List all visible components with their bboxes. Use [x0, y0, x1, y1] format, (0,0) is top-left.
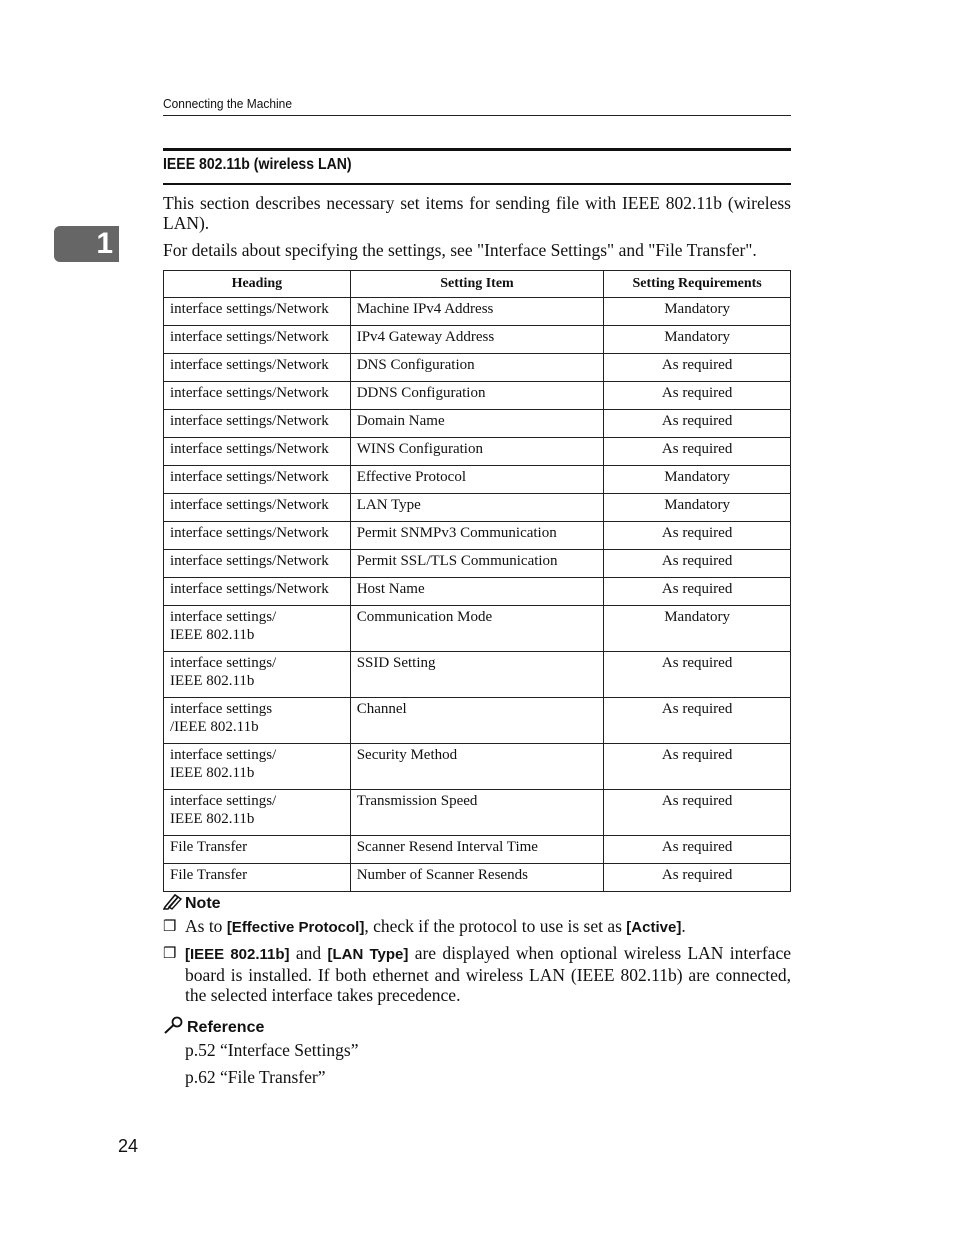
note-heading	[163, 892, 221, 915]
setting-item-cell: LAN Type	[350, 494, 604, 522]
heading-cell: File Transfer	[164, 836, 351, 864]
heading-cell	[164, 652, 351, 698]
heading-cell: interface settings/Network	[164, 382, 351, 410]
running-header: Connecting the Machine	[163, 96, 292, 111]
heading-cell: interface settings/Network	[164, 494, 351, 522]
table-row	[164, 606, 791, 652]
table-row	[164, 326, 791, 354]
setting-item-cell: SSID Setting	[350, 652, 604, 698]
requirement-cell: As required	[604, 522, 791, 550]
chapter-tab: 1	[54, 226, 119, 262]
setting-item-cell: Transmission Speed	[350, 790, 604, 836]
section-rule-bottom	[163, 183, 791, 185]
section-title: IEEE 802.11b (wireless LAN)	[163, 156, 352, 173]
setting-item-cell: Number of Scanner Resends	[350, 864, 604, 892]
heading-line: /IEEE 802.11b	[170, 719, 259, 735]
heading-cell: interface settings/Network	[164, 354, 351, 382]
table-row	[164, 494, 791, 522]
requirement-cell: As required	[604, 578, 791, 606]
heading-cell: interface settings/Network	[164, 326, 351, 354]
heading-cell: interface settings/Network	[164, 466, 351, 494]
reference-title: Reference	[187, 1018, 265, 1036]
reference-link-interface-settings[interactable]: p.52 “Interface Settings”	[185, 1040, 359, 1060]
heading-cell	[164, 606, 351, 652]
setting-item-cell: Effective Protocol	[350, 466, 604, 494]
heading-line: IEEE 802.11b	[170, 765, 255, 781]
note-text: , check if the protocol to use is set as	[364, 916, 627, 936]
heading-cell: interface settings/Network	[164, 522, 351, 550]
heading-cell: interface settings/Network	[164, 410, 351, 438]
note-item	[163, 916, 791, 938]
requirement-cell: As required	[604, 836, 791, 864]
heading-cell: interface settings/Network	[164, 438, 351, 466]
heading-cell: interface settings/Network	[164, 298, 351, 326]
requirement-cell: Mandatory	[604, 466, 791, 494]
keyword-effective-protocol: [Effective Protocol]	[226, 919, 365, 936]
reference-link-file-transfer[interactable]: p.62 “File Transfer”	[185, 1067, 326, 1087]
setting-item-cell: DNS Configuration	[350, 354, 604, 382]
requirement-cell: Mandatory	[604, 494, 791, 522]
checkbox-icon: ❒	[163, 919, 177, 935]
checkbox-icon: ❒	[163, 946, 177, 962]
table-row	[164, 410, 791, 438]
setting-item-cell: Channel	[350, 698, 604, 744]
table-header-row	[164, 271, 791, 298]
setting-item-cell: IPv4 Gateway Address	[350, 326, 604, 354]
table-row	[164, 522, 791, 550]
table-row	[164, 864, 791, 892]
heading-cell	[164, 790, 351, 836]
header-rule	[163, 115, 791, 116]
heading-line: interface settings	[170, 701, 273, 717]
setting-item-cell: Scanner Resend Interval Time	[350, 836, 604, 864]
note-title: Note	[185, 894, 221, 912]
requirement-cell: As required	[604, 410, 791, 438]
table-row	[164, 836, 791, 864]
setting-item-cell: Permit SSL/TLS Communication	[350, 550, 604, 578]
heading-cell: File Transfer	[164, 864, 351, 892]
setting-item-cell: Security Method	[350, 744, 604, 790]
table-row	[164, 744, 791, 790]
setting-item-cell: Communication Mode	[350, 606, 604, 652]
note-text: As to	[185, 916, 227, 936]
note-item	[163, 943, 791, 1005]
table-row	[164, 652, 791, 698]
keyword-lan-type: [LAN Type]	[327, 946, 409, 963]
setting-item-cell: DDNS Configuration	[350, 382, 604, 410]
requirement-cell: As required	[604, 438, 791, 466]
heading-line: interface settings/	[170, 747, 277, 763]
heading-line: IEEE 802.11b	[170, 627, 255, 643]
table-row	[164, 790, 791, 836]
requirement-cell: Mandatory	[604, 298, 791, 326]
reference-heading	[163, 1016, 264, 1039]
keyword-active: [Active]	[626, 919, 682, 936]
column-header-setting-requirements: Setting Requirements	[604, 271, 791, 298]
column-header-setting-item: Setting Item	[350, 271, 604, 298]
setting-item-cell: Machine IPv4 Address	[350, 298, 604, 326]
requirement-cell: As required	[604, 864, 791, 892]
setting-item-cell: Domain Name	[350, 410, 604, 438]
heading-line: IEEE 802.11b	[170, 673, 255, 689]
requirement-cell: As required	[604, 550, 791, 578]
requirement-cell: As required	[604, 382, 791, 410]
table-row	[164, 438, 791, 466]
note-text: and	[289, 943, 328, 963]
requirement-cell: As required	[604, 744, 791, 790]
heading-cell	[164, 698, 351, 744]
table-row	[164, 578, 791, 606]
requirement-cell: As required	[604, 652, 791, 698]
setting-item-cell: Permit SNMPv3 Communication	[350, 522, 604, 550]
requirement-cell: As required	[604, 698, 791, 744]
heading-line: interface settings/	[170, 609, 277, 625]
table-row	[164, 382, 791, 410]
table-row	[164, 466, 791, 494]
intro-details-paragraph: For details about specifying the settings, see "Interface Settings" and "File Transfer".	[163, 240, 757, 260]
page-number: 24	[118, 1136, 139, 1156]
note-text: .	[681, 916, 686, 936]
intro-paragraph: This section describes necessary set items for sending file with IEEE 802.11b (wireless LAN).	[163, 193, 791, 233]
table-row	[164, 354, 791, 382]
section-rule-top	[163, 148, 791, 151]
heading-cell: interface settings/Network	[164, 550, 351, 578]
requirement-cell: As required	[604, 790, 791, 836]
pencil-icon	[163, 892, 183, 915]
note-text: are displayed when optional wireless LAN interface board is installed. If both ethernet and wireless LAN (IEEE 802.11b) are connected, the selected interface takes precedence.	[185, 943, 791, 1005]
requirement-cell: Mandatory	[604, 326, 791, 354]
heading-line: interface settings/	[170, 793, 277, 809]
table-row	[164, 298, 791, 326]
keyword-ieee-80211b: [IEEE 802.11b]	[185, 946, 290, 963]
table-row	[164, 698, 791, 744]
heading-cell	[164, 744, 351, 790]
requirement-cell: Mandatory	[604, 606, 791, 652]
column-header-heading: Heading	[164, 271, 351, 298]
requirement-cell: As required	[604, 354, 791, 382]
heading-cell: interface settings/Network	[164, 578, 351, 606]
settings-table	[163, 270, 791, 892]
setting-item-cell: Host Name	[350, 578, 604, 606]
heading-line: IEEE 802.11b	[170, 811, 255, 827]
setting-item-cell: WINS Configuration	[350, 438, 604, 466]
heading-line: interface settings/	[170, 655, 277, 671]
magnifier-icon	[163, 1016, 185, 1039]
table-row	[164, 550, 791, 578]
